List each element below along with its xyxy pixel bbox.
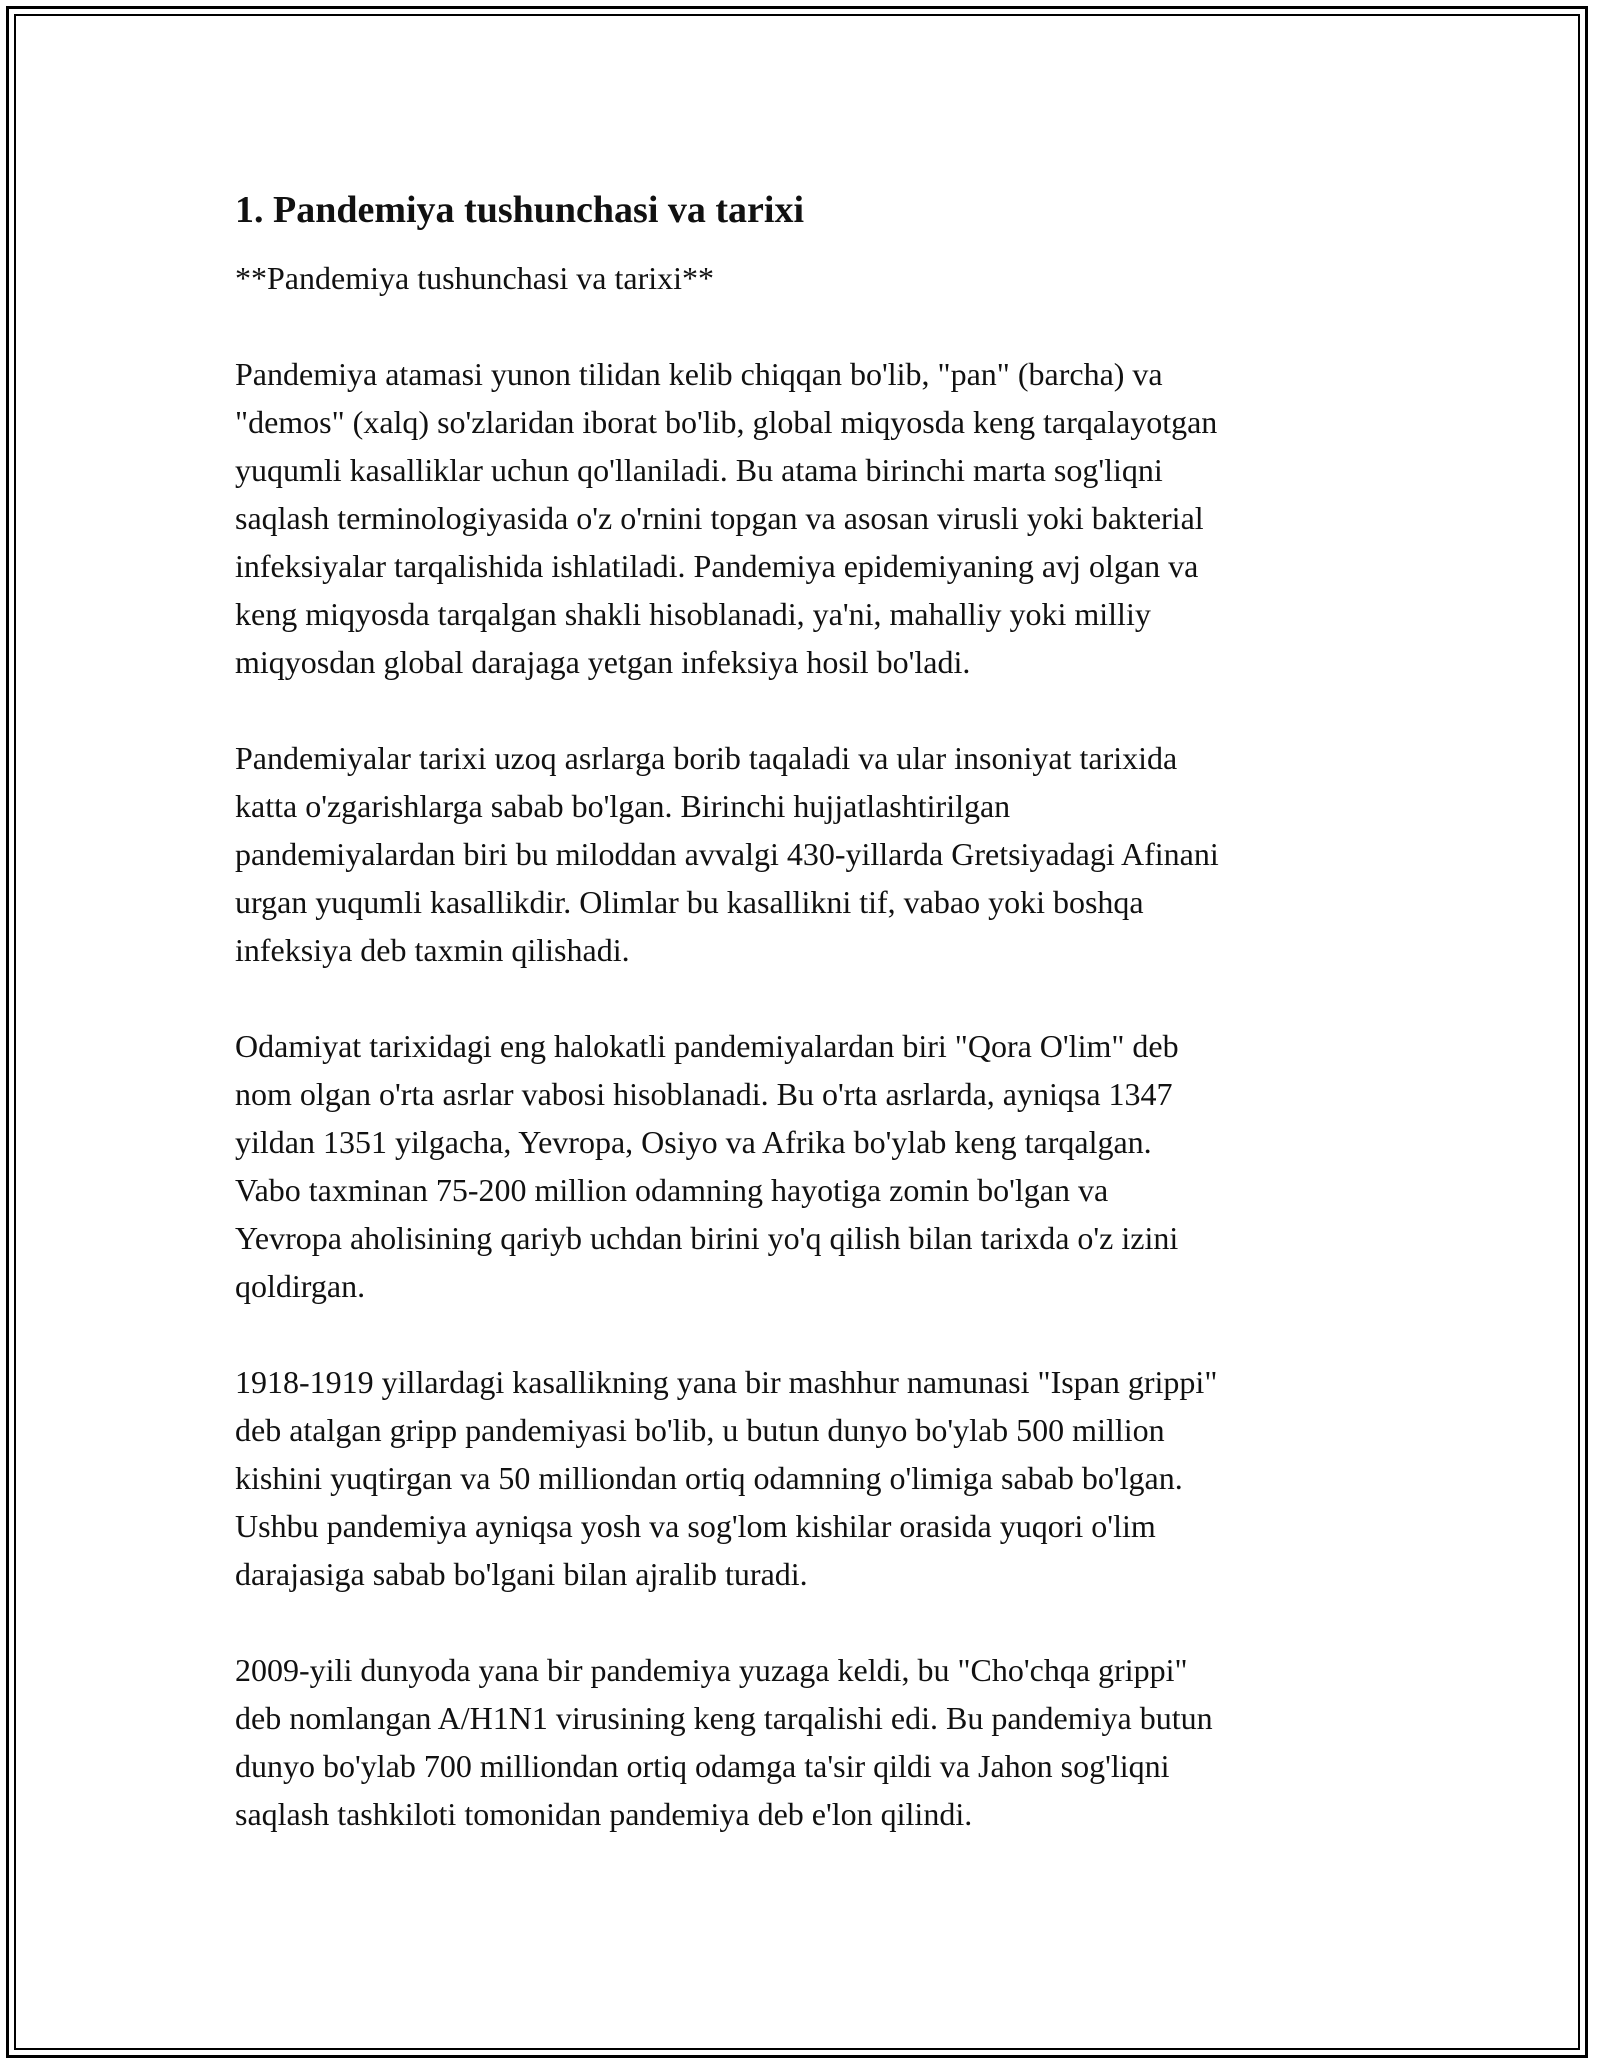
document-subtitle: **Pandemiya tushunchasi va tarixi** [235, 260, 715, 296]
document-title: 1. Pandemiya tushunchasi va tarixi [235, 189, 805, 231]
paragraph-definition: Pandemiya atamasi yunon tilidan kelib chiqqan bo'lib, "pan" (barcha) va "demos" (xalq) so'zlaridan iborat bo'lib, global miqyosda keng tarqalayotgan yuqumli kasalliklar uchun qo'llaniladi. Bu atama birinchi marta sog'liqni saqlash terminologiyasida o'z o'rnini topgan va asosan virusli yoki bakterial infeksiyalar tarqalishida ishlatiladi. Pandemiya epidemiyaning avj olgan va keng miqyosda tarqalgan shakli hisoblanadi, ya'ni, mahalliy yoki milliy miqyosdan global darajaga yetgan infeksiya hosil bo'ladi. [235, 356, 1218, 680]
paragraph-swine-flu: 2009-yili dunyoda yana bir pandemiya yuzaga keldi, bu "Cho'chqa grippi" deb nomlangan A/H1N1 virusining keng tarqalishi edi. Bu pandemiya butun dunyo bo'ylab 700 milliondan ortiq odamga ta'sir qildi va Jahon sog'liqni saqlash tashkiloti tomonidan pandemiya deb e'lon qilindi. [235, 1652, 1213, 1832]
paragraph-history: Pandemiyalar tarixi uzoq asrlarga borib taqaladi va ular insoniyat tarixida katta o'zgarishlarga sabab bo'lgan. Birinchi hujjatlashtirilgan pandemiyalardan biri bu miloddan avvalgi 430-yillarda Gretsiyadagi Afinani urgan yuqumli kasallikdir. Olimlar bu kasallikni tif, vabao yoki boshqa infeksiya deb taxmin qilishadi. [235, 740, 1219, 968]
document-body [235, 186, 1375, 1886]
paragraph-spanish-flu: 1918-1919 yillardagi kasallikning yana bir mashhur namunasi "Ispan grippi" deb atalgan gripp pandemiyasi bo'lib, u butun dunyo bo'ylab 500 million kishini yuqtirgan va 50 milliondan ortiq odamning o'limiga sabab bo'lgan. Ushbu pandemiya ayniqsa yosh va sog'lom kishilar orasida yuqori o'lim darajasiga sabab bo'lgani bilan ajralib turadi. [235, 1364, 1218, 1592]
paragraph-black-death: Odamiyat tarixidagi eng halokatli pandemiyalardan biri "Qora O'lim" deb nom olgan o'rta asrlar vabosi hisoblanadi. Bu o'rta asrlarda, ayniqsa 1347 yildan 1351 yilgacha, Yevropa, Osiyo va Afrika bo'ylab keng tarqalgan. Vabo taxminan 75-200 million odamning hayotiga zomin bo'lgan va Yevropa aholisining qariyb uchdan birini yo'q qilish bilan tarixda o'z izini qoldirgan. [235, 1028, 1179, 1304]
